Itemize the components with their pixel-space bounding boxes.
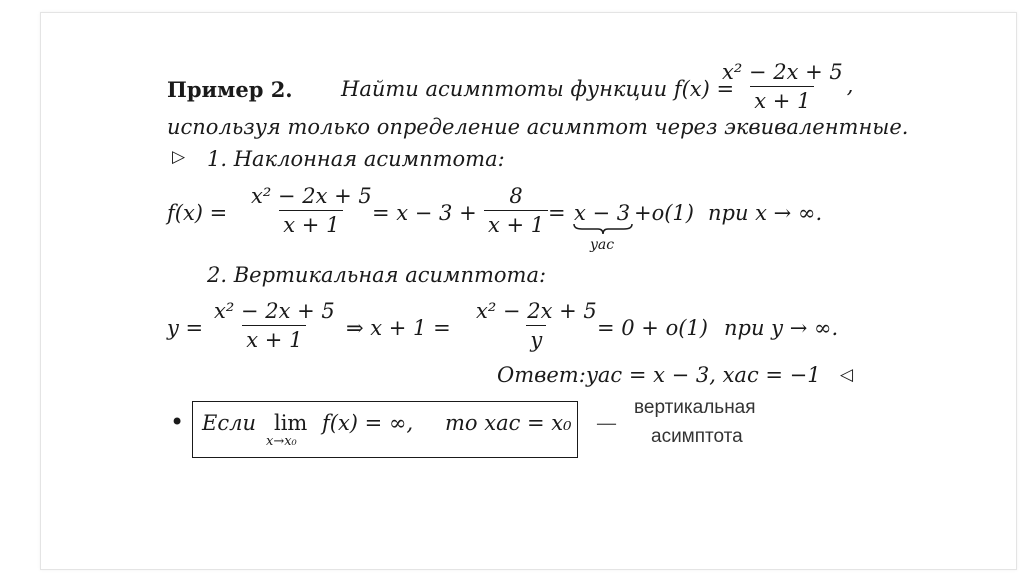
rule-expression: f(x) = ∞, — [322, 411, 414, 435]
oblique-fraction-1-numerator: x² − 2x + 5 — [251, 184, 372, 208]
rule-then-text: то xac = x₀ — [445, 411, 572, 435]
section-start-marker: ▷ — [172, 147, 186, 167]
oblique-fraction-2 — [484, 186, 548, 236]
vertical-implies: ⇒ x + 1 = — [346, 316, 451, 340]
oblique-fraction-1 — [247, 186, 376, 236]
underbrace-icon — [572, 222, 634, 236]
vertical-fraction-1-numerator: x² − 2x + 5 — [214, 299, 335, 323]
vertical-tail: = 0 + o(1) — [597, 316, 708, 340]
task-line-2: используя только определение асимптот через эквивалентные. — [167, 115, 909, 139]
oblique-mid: = x − 3 + — [372, 201, 477, 225]
task-text: Найти асимптоты функции f(x) = — [341, 77, 735, 101]
oblique-braced-term: x − 3 — [574, 201, 631, 225]
oblique-fraction-2-numerator: 8 — [509, 184, 523, 208]
oblique-equals: = — [548, 201, 566, 225]
rule-dash: — — [596, 411, 617, 435]
oblique-heading: 1. Наклонная асимптота: — [207, 147, 505, 171]
vertical-fraction-2-numerator: x² − 2x + 5 — [476, 299, 597, 323]
section-end-marker: ◁ — [840, 365, 854, 385]
rule-if-word: Если — [202, 411, 256, 435]
answer-label: Ответ: — [497, 363, 586, 387]
task-trailing-comma: , — [846, 73, 854, 98]
oblique-lhs: f(x) = — [167, 201, 228, 225]
oblique-fraction-1-denominator: x + 1 — [279, 210, 343, 236]
oblique-tail: +o(1) — [634, 201, 694, 225]
oblique-fraction-2-denominator: x + 1 — [484, 210, 548, 236]
vertical-fraction-2-denominator: y — [526, 325, 546, 351]
rule-note-line-2: асимптота — [651, 426, 743, 447]
rule-lim: lim — [274, 411, 308, 435]
oblique-condition: при x → ∞. — [708, 201, 823, 225]
vertical-lhs: y = — [167, 316, 204, 340]
vertical-fraction-1 — [210, 301, 339, 351]
vertical-fraction-2 — [472, 301, 601, 351]
task-fraction-denominator: x + 1 — [750, 86, 814, 112]
task-fraction — [718, 62, 853, 112]
rule-bullet: • — [170, 408, 185, 436]
task-fraction-numerator: x² − 2x + 5 — [722, 60, 843, 84]
vertical-fraction-1-denominator: x + 1 — [242, 325, 306, 351]
underbrace-label: yас — [590, 237, 615, 253]
vertical-condition: при y → ∞. — [724, 316, 839, 340]
rule-note-line-1: вертикальная — [634, 397, 756, 418]
rule-lim-subscript: x→x₀ — [266, 434, 297, 449]
answer-text: yac = x − 3, xac = −1 — [586, 363, 821, 387]
vertical-heading: 2. Вертикальная асимптота: — [207, 263, 547, 287]
example-label: Пример 2. — [167, 77, 293, 102]
